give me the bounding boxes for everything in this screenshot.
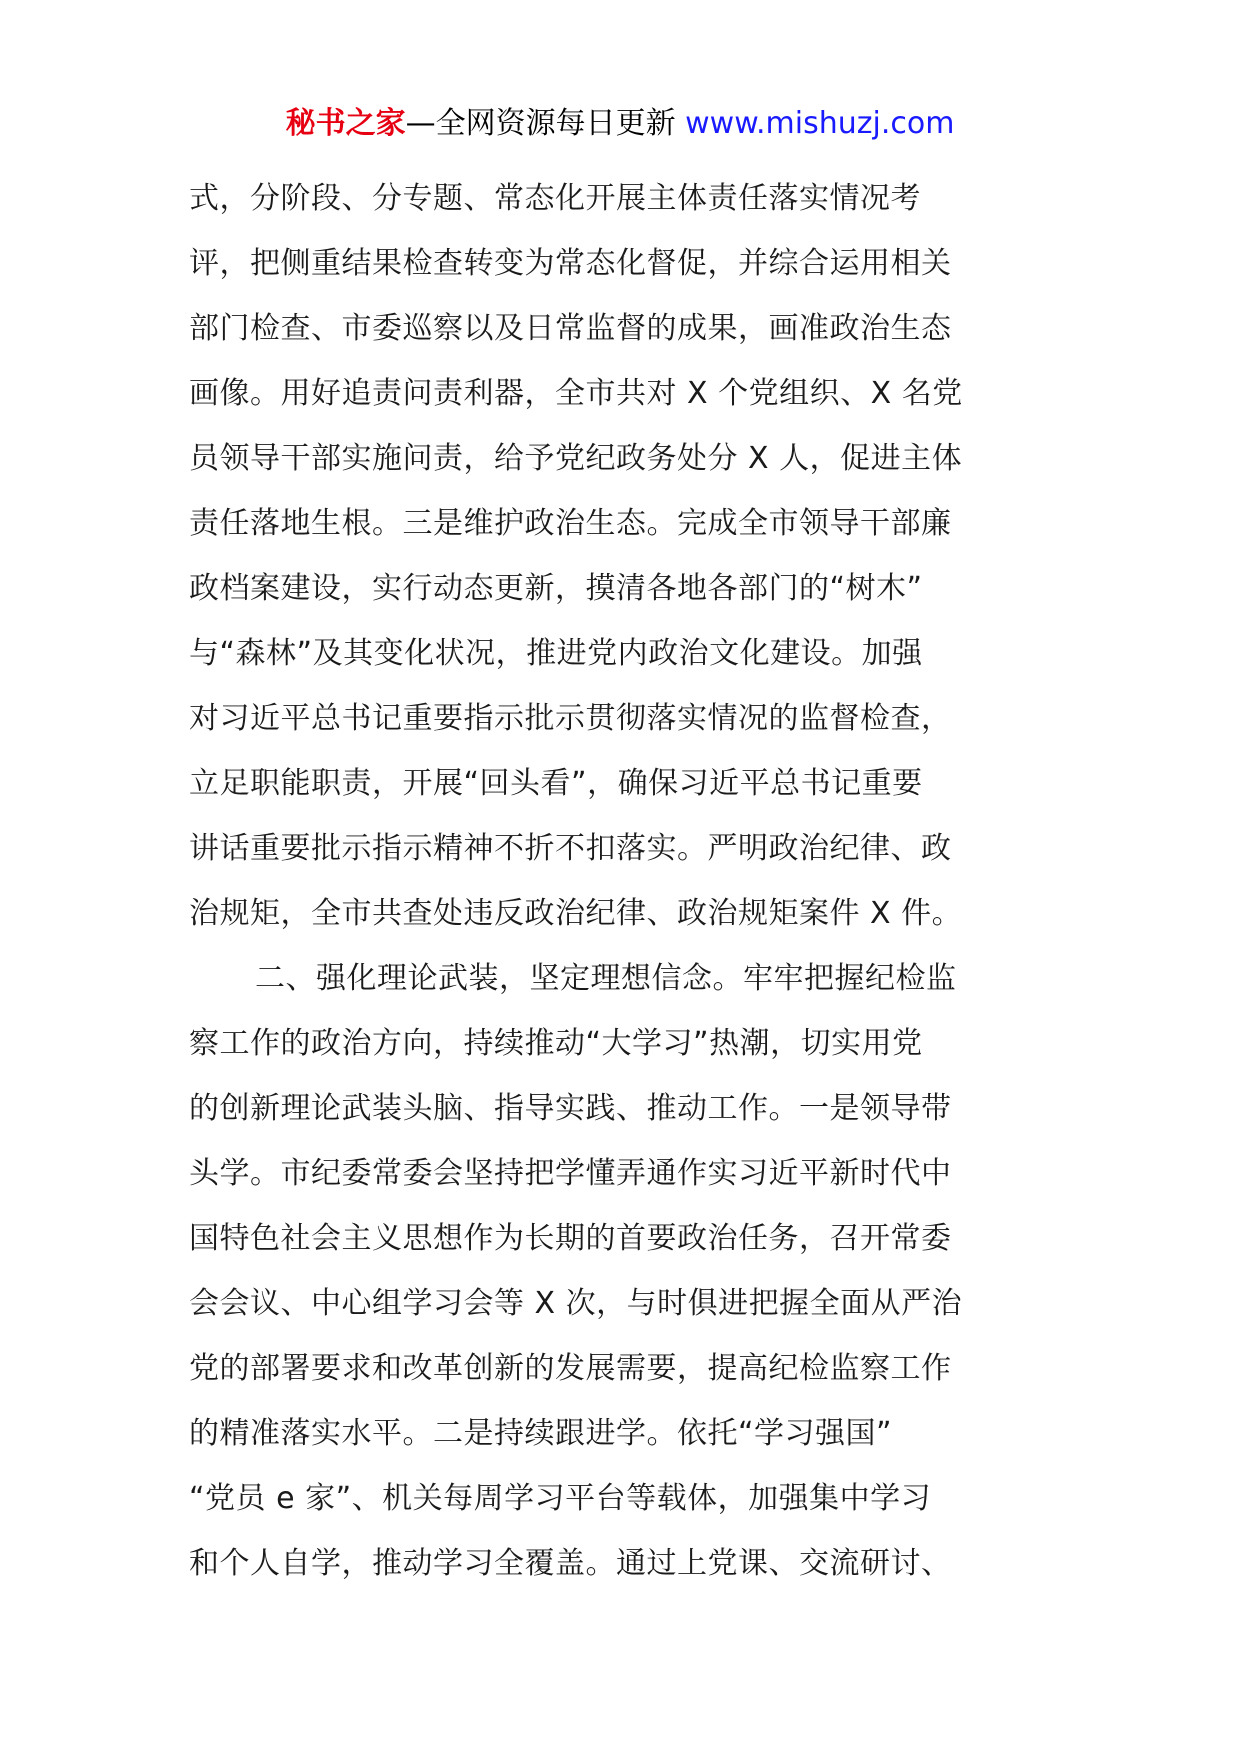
text-line: 治规矩，全市共查处违反政治纪律、政治规矩案件 X 件。	[189, 896, 963, 931]
text-line: 党的部署要求和改革创新的发展需要，提高纪检监察工作	[189, 1351, 952, 1386]
website-link[interactable]: www.mishuzj.com	[685, 106, 955, 141]
page-header	[0, 100, 1240, 148]
text-line: 讲话重要批示指示精神不折不扣落实。严明政治纪律、政	[189, 831, 952, 866]
document-body	[189, 166, 1059, 1596]
text-line: 责任落地生根。三是维护政治生态。完成全市领导干部廉	[189, 506, 952, 541]
text-line: 政档案建设，实行动态更新，摸清各地各部门的“树木”	[189, 571, 923, 606]
text-line: 部门检查、市委巡察以及日常监督的成果，画准政治生态	[189, 311, 952, 346]
text-line: 察工作的政治方向，持续推动“大学习”热潮，切实用党	[189, 1026, 923, 1061]
text-line: 画像。用好追责问责利器，全市共对 X 个党组织、X 名党	[189, 376, 963, 411]
text-line: “党员 e 家”、机关每周学习平台等载体，加强集中学习	[189, 1481, 932, 1516]
header-tagline: —全网资源每日更新	[405, 106, 676, 141]
text-line: 的创新理论武装头脑、指导实践、推动工作。一是领导带	[189, 1091, 952, 1126]
text-line: 式，分阶段、分专题、常态化开展主体责任落实情况考	[189, 181, 921, 216]
brand-name: 秘书之家	[285, 106, 406, 141]
text-line: 员领导干部实施问责，给予党纪政务处分 X 人，促进主体	[189, 441, 963, 476]
text-line: 和个人自学，推动学习全覆盖。通过上党课、交流研讨、	[189, 1546, 952, 1581]
text-line: 头学。市纪委常委会坚持把学懂弄通作实习近平新时代中	[189, 1156, 952, 1191]
text-line: 对习近平总书记重要指示批示贯彻落实情况的监督检查，	[189, 701, 952, 736]
text-line: 会会议、中心组学习会等 X 次，与时俱进把握全面从严治	[189, 1286, 963, 1321]
text-line: 与“森林”及其变化状况，推进党内政治文化建设。加强	[189, 636, 923, 671]
text-line: 的精准落实水平。二是持续跟进学。依托“学习强国”	[189, 1416, 893, 1451]
paragraph-start-line: 二、强化理论武装，坚定理想信念。牢牢把握纪检监	[255, 961, 957, 996]
text-line: 国特色社会主义思想作为长期的首要政治任务，召开常委	[189, 1221, 952, 1256]
text-line: 立足职能职责，开展“回头看”，确保习近平总书记重要	[189, 766, 923, 801]
text-line: 评，把侧重结果检查转变为常态化督促，并综合运用相关	[189, 246, 952, 281]
